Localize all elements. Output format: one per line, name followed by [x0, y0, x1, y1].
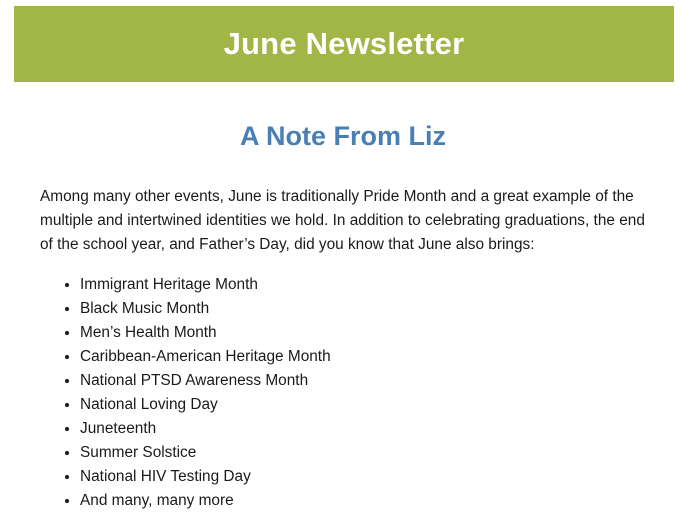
june-events-list [40, 273, 331, 513]
intro-paragraph: Among many other events, June is traditionally Pride Month and a great example of the multiple and intertwined identities we hold. In addition to celebrating graduations, the end of the school year, and Father’s Day, did you know that June also brings: [40, 188, 645, 253]
list-item: • Men’s Health Month [80, 321, 331, 345]
newsletter-title: June Newsletter [223, 26, 465, 61]
list-item: • Immigrant Heritage Month [80, 273, 331, 297]
list-item: • And many, many more [80, 489, 331, 513]
list-item: • Juneteenth [80, 417, 331, 441]
list-item: • National PTSD Awareness Month [80, 369, 331, 393]
list-item: • Caribbean-American Heritage Month [80, 345, 331, 369]
section-title: A Note From Liz [240, 121, 446, 151]
list-item: • Summer Solstice [80, 441, 331, 465]
list-item: • National Loving Day [80, 393, 331, 417]
newsletter-header-band [14, 6, 674, 82]
list-item: • Black Music Month [80, 297, 331, 321]
list-item: • National HIV Testing Day [80, 465, 331, 489]
